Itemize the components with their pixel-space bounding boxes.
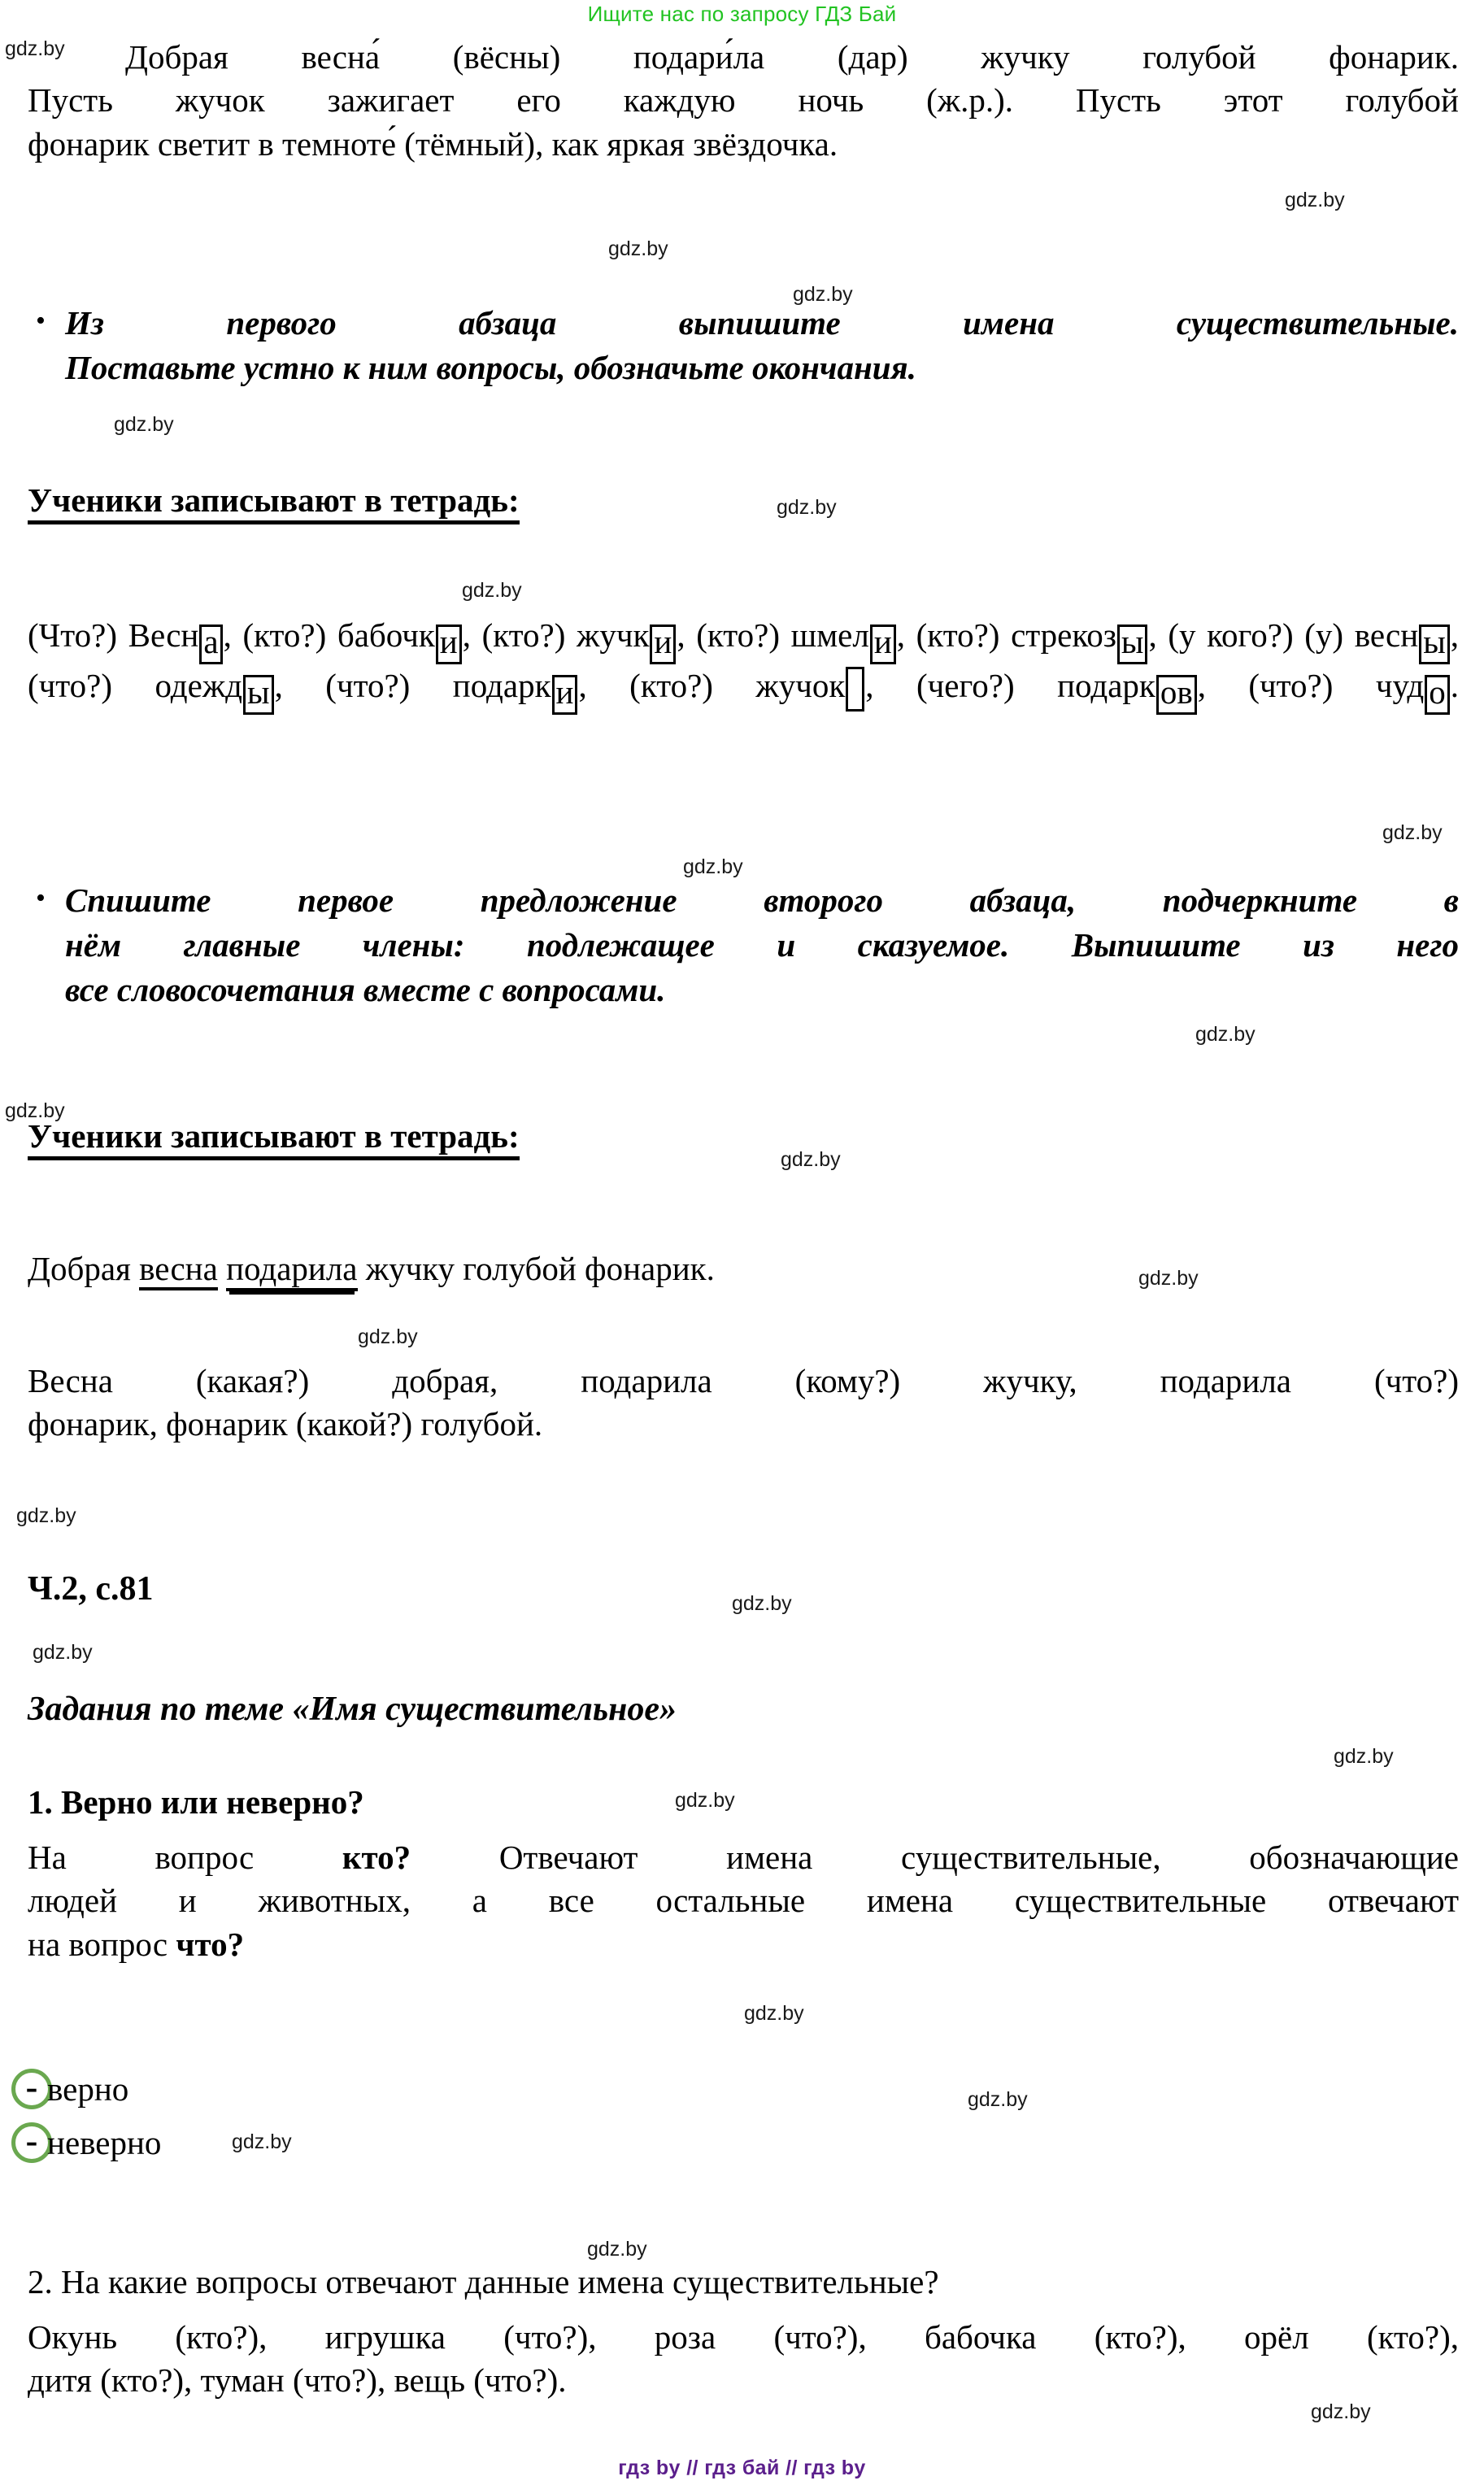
page-reference: Ч.2, с.81 [28, 1570, 154, 1608]
exercise-2-answer-line-2: дитя (кто?), туман (что?), вещь (что?). [28, 2361, 567, 2400]
task-1-line-1: Из первого абзаца выпишите имена существительные. [65, 304, 1459, 342]
ending-box: а [199, 625, 222, 664]
statement-l1-a: На вопрос [28, 1839, 342, 1876]
bullet-icon: • [36, 306, 46, 336]
watermark: gdz.by [1382, 821, 1443, 844]
statement-line-2: людей и животных, а все остальные имена существительные отвечают [28, 1882, 1459, 1920]
noun-item: (кто?) бабочк и , [242, 616, 471, 654]
exercise-1-statement [28, 1836, 1459, 1966]
exercise-2-answer [28, 2316, 1459, 2403]
answer-2-sentence [28, 1247, 1459, 1290]
option-neverno[interactable] [11, 2122, 161, 2163]
noun-item: стрекоз ы , [1011, 616, 1157, 654]
exercise-1-heading: 1. Верно или неверно? [28, 1783, 364, 1821]
noun-item: (кто?) [629, 667, 713, 705]
noun-item: (что?) одежд ы , [28, 667, 283, 704]
watermark: gdz.by [732, 1592, 792, 1615]
watermark: gdz.by [793, 283, 853, 306]
ending-box: ы [1117, 625, 1148, 664]
watermark: gdz.by [358, 1325, 418, 1348]
statement-keyword-chto: что? [176, 1925, 245, 1963]
ending-box-zero [846, 667, 864, 712]
watermark: gdz.by [232, 2130, 292, 2153]
ending-box: и [870, 625, 896, 664]
answer-1-nouns [28, 610, 1459, 712]
radio-circle-icon[interactable]: - [11, 2069, 52, 2109]
option-verno[interactable] [11, 2069, 128, 2109]
watermark: gdz.by [781, 1148, 841, 1171]
ending-box: о [1425, 675, 1450, 715]
answer-2-phrases [28, 1360, 1459, 1447]
source-paragraph [28, 36, 1459, 166]
ending-box: ы [1419, 625, 1450, 664]
noun-item: (кто?) [916, 616, 1000, 654]
watermark: gdz.by [33, 1641, 93, 1664]
watermark: gdz.by [1334, 1745, 1394, 1768]
source-paragraph-line-3: фонарик светит в темноте́ (тёмный), как яркая звёздочка. [28, 124, 838, 163]
noun-item: (чего?) подарк ов , [916, 667, 1206, 704]
sentence-mid [218, 1250, 226, 1287]
watermark: gdz.by [683, 855, 743, 878]
statement-line-3 [28, 1923, 1459, 1966]
task-1-line-2: Поставьте устно к ним вопросы, обозначьте окончания. [65, 348, 916, 386]
task-1 [28, 301, 1459, 390]
task-2 [28, 878, 1459, 1012]
statement-l1-c: Отвечают имена существительные, обозначающие [411, 1839, 1460, 1876]
task-2-line-3: все словосочетания вместе с вопросами. [65, 970, 666, 1008]
ending-box: ов [1156, 675, 1197, 715]
subject-underlined: весна [139, 1250, 218, 1290]
watermark: gdz.by [114, 413, 174, 436]
noun-item: жучок , [755, 667, 873, 704]
watermark: gdz.by [16, 1504, 76, 1527]
watermark: gdz.by [1311, 2400, 1371, 2423]
statement-line-1 [28, 1836, 1459, 1879]
notebook-heading-1: Ученики записывают в тетрадь: [28, 481, 520, 524]
task-2-text [65, 878, 1459, 1012]
watermark: gdz.by [587, 2238, 647, 2261]
sentence-before: Добрая [28, 1250, 140, 1287]
phrases-line-2: фонарик, фонарик (какой?) голубой. [28, 1405, 543, 1443]
ending-box: и [436, 625, 462, 664]
statement-keyword-kto: кто? [342, 1839, 411, 1876]
watermark: gdz.by [1195, 1023, 1256, 1046]
sentence-after: жучку голубой фонарик. [357, 1250, 715, 1287]
watermark: gdz.by [777, 496, 837, 519]
ending-box: и [650, 625, 676, 664]
source-paragraph-line-1: Добрая весна́ (вёсны) подари́ла (дар) жучку голубой фонарик. [125, 38, 1459, 76]
phrases-line-1: Весна (какая?) добрая, подарила (кому?) жучку, подарила (что?) [28, 1362, 1459, 1399]
exercise-2-answer-line-1: Окунь (кто?), игрушка (что?), роза (что?), бабочка (кто?), орёл (кто?), [28, 2318, 1459, 2356]
promo-banner: Ищите нас по запросу ГДЗ Бай [587, 2, 897, 26]
ending-box: и [552, 675, 578, 715]
watermark: gdz.by [1138, 1267, 1199, 1290]
noun-item: (Что?) Весн а , [28, 616, 232, 654]
notebook-heading-2: Ученики записывают в тетрадь: [28, 1117, 520, 1160]
footer-branding: гдз by // гдз бай // гдз by [618, 2457, 866, 2479]
watermark: gdz.by [1285, 189, 1345, 211]
noun-item: (у кого?) (у) весн ы , [1168, 616, 1459, 654]
noun-item: (кто?) жучк и , [482, 616, 685, 654]
noun-item: (что?) подарк и , [325, 667, 586, 704]
watermark: gdz.by [462, 579, 522, 602]
noun-item: (кто?) шмел и , [696, 616, 905, 654]
watermark: gdz.by [968, 2088, 1028, 2111]
watermark: gdz.by [608, 237, 668, 260]
exercise-2-question: 2. На какие вопросы отвечают данные имена существительные? [28, 2263, 939, 2300]
radio-circle-icon[interactable]: - [11, 2122, 52, 2163]
ending-box: ы [243, 675, 274, 715]
task-1-text [65, 301, 1459, 390]
option-label: неверно [47, 2124, 162, 2161]
predicate-underlined: подарила [226, 1250, 357, 1291]
noun-item: (что?) чуд о . [1248, 667, 1459, 704]
watermark: gdz.by [5, 37, 65, 60]
statement-l3-a: на вопрос [28, 1925, 176, 1963]
task-2-line-1: Спишите первое предложение второго абзаца, подчеркните в [65, 881, 1459, 919]
watermark: gdz.by [675, 1789, 735, 1812]
watermark: gdz.by [744, 2002, 804, 2025]
source-paragraph-line-2: Пусть жучок зажигает его каждую ночь (ж.р.). Пусть этот голубой [28, 81, 1459, 120]
watermark: gdz.by [5, 1099, 65, 1122]
option-label: верно [47, 2070, 129, 2108]
task-2-line-2: нём главные члены: подлежащее и сказуемое. Выпишите из него [65, 925, 1459, 964]
section-title: Задания по теме «Имя существительное» [28, 1691, 677, 1728]
bullet-icon: • [36, 883, 46, 913]
